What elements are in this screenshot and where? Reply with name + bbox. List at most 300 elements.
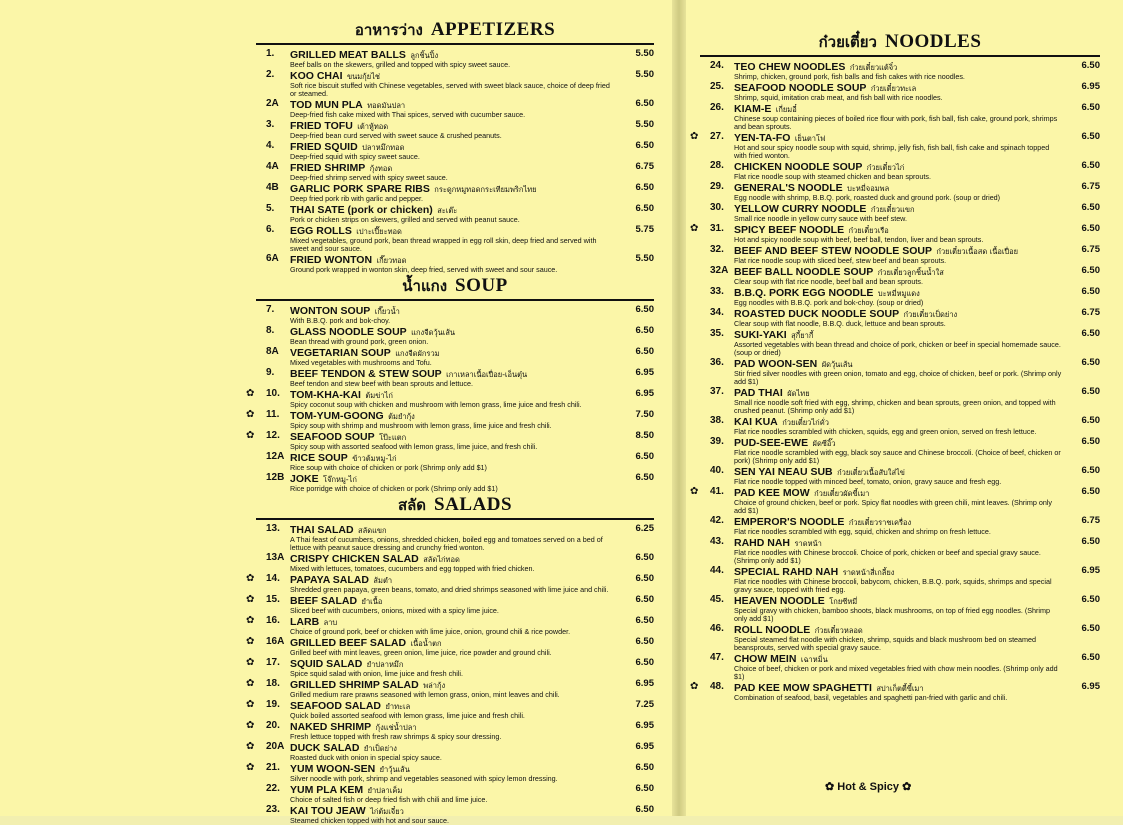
menu-item	[256, 98, 654, 119]
menu-item	[246, 615, 654, 636]
item-description: Flat rice noodle soup with steamed chicken and bean sprouts.	[734, 172, 931, 181]
item-name: SEAFOOD NOODLE SOUP	[734, 82, 867, 94]
soup-section	[246, 274, 654, 493]
menu-item	[700, 328, 1100, 357]
item-price: 6.50	[1081, 286, 1100, 297]
menu-item	[246, 409, 654, 430]
item-name: CHOW MEIN	[734, 653, 797, 665]
spicy-star-icon: ✿	[825, 781, 835, 793]
item-name: JOKE	[290, 473, 319, 485]
item-description: Flat rice noodle soup with sliced beef, stew beef and bean sprouts.	[734, 256, 947, 265]
item-number: 42.	[710, 515, 724, 526]
spicy-star-icon: ✿	[246, 699, 255, 710]
item-number: 24.	[710, 60, 724, 71]
item-price: 6.50	[1081, 357, 1100, 368]
menu-item	[256, 69, 654, 98]
menu-item	[246, 720, 654, 741]
item-number: 13.	[266, 523, 280, 534]
menu-item	[256, 451, 654, 472]
item-number: 17.	[266, 657, 280, 668]
item-price: 6.95	[635, 367, 654, 378]
item-description: Spicy soup with assorted seafood with lemon grass, lime juice, and fresh chili.	[290, 442, 538, 451]
item-thai-name: ยำเป็ดย่าง	[363, 744, 397, 753]
item-description: Deep fried pork rib with garlic and pepper.	[290, 194, 424, 203]
item-price: 6.50	[1081, 265, 1100, 276]
item-name: GENERAL'S NOODLE	[734, 182, 843, 194]
item-thai-name: ก๋วยเตี๋ยวไก่คั่ว	[782, 418, 829, 427]
item-number: 32A	[710, 265, 729, 276]
noodles-header	[700, 30, 1100, 57]
item-number: 30.	[710, 202, 724, 213]
item-name: TEO CHEW NOODLES	[734, 61, 846, 73]
item-name: ROLL NOODLE	[734, 624, 811, 636]
item-description: Small rice noodle soft fried with egg, shrimp, chicken and bean sprouts, green onion, and topped with crushed peanut. (Shrimp only add $1)	[734, 398, 1056, 415]
item-description: Special steamed flat noodle with chicken, shrimp, squids and black mushroom bed on steamed beansprouts, served with special gravy sauce.	[734, 635, 1037, 652]
menu-item	[256, 552, 654, 573]
item-name: PAD KEE MOW SPAGHETTI	[734, 682, 872, 694]
item-name: LARB	[290, 616, 320, 628]
item-number: 47.	[710, 652, 724, 663]
item-price: 6.50	[635, 594, 654, 605]
item-number: 26.	[710, 102, 724, 113]
item-name: KAI TOU JEAW	[290, 805, 366, 817]
spicy-star-icon: ✿	[246, 720, 255, 731]
menu-item	[690, 681, 1100, 702]
menu-item	[256, 161, 654, 182]
item-name: NAKED SHRIMP	[290, 721, 372, 733]
menu-item	[700, 594, 1100, 623]
item-thai-name: เกี๊ยวน้ำ	[374, 307, 400, 316]
item-thai-name: เฉาหมิ่น	[800, 655, 828, 664]
menu-item	[700, 565, 1100, 594]
item-price: 6.50	[1081, 160, 1100, 171]
item-price: 6.50	[1081, 60, 1100, 71]
item-thai-name: เกี่ยมอี๋	[775, 105, 797, 114]
item-description: Bean thread with ground pork, green onion.	[290, 337, 429, 346]
item-thai-name: ก๋วยเตี๋ยวทะเล	[870, 84, 917, 93]
item-price: 6.50	[1081, 415, 1100, 426]
item-description: Choice of ground pork, beef or chicken with lime juice, onion, ground chili & rice powder.	[290, 627, 571, 636]
item-number: 18.	[266, 678, 280, 689]
menu-item	[246, 573, 654, 594]
item-thai-name: สปาเก็ตตี้ขี้เมา	[876, 684, 924, 693]
item-name: KIAM-E	[734, 103, 772, 115]
item-name: YUM PLA KEM	[290, 784, 364, 796]
item-description: Special gravy with chicken, bamboo shoots, black mushrooms, on top of fried egg noodles. (Shrimp only add $1)	[734, 606, 1051, 623]
item-thai-name: ยำวุ้นเส้น	[379, 765, 410, 774]
item-thai-name: พล่ากุ้ง	[423, 681, 446, 690]
item-thai-name: กุ้งทอด	[369, 164, 393, 173]
menu-item	[690, 486, 1100, 515]
item-number: 35.	[710, 328, 724, 339]
item-price: 6.50	[635, 783, 654, 794]
item-description: Clear soup with flat noodle, B.B.Q. duck, lettuce and bean sprouts.	[734, 319, 946, 328]
spicy-star-icon: ✿	[246, 594, 255, 605]
item-number: 15.	[266, 594, 280, 605]
menu-item	[700, 181, 1100, 202]
page-gutter	[672, 0, 686, 816]
item-number: 12A	[266, 451, 285, 462]
item-name: CRISPY CHICKEN SALAD	[290, 553, 419, 565]
item-name: TOM-YUM-GOONG	[290, 410, 384, 422]
item-name: HEAVEN NOODLE	[734, 595, 825, 607]
item-number: 33.	[710, 286, 724, 297]
item-price: 6.50	[635, 636, 654, 647]
item-thai-name: ผัดวุ้นเส้น	[821, 360, 853, 369]
item-thai-name: ยำเนื้อ	[361, 597, 383, 606]
item-name: VEGETARIAN SOUP	[290, 347, 391, 359]
item-thai-name: ยำปลาหมึก	[366, 660, 404, 669]
item-name: PUD-SEE-EWE	[734, 437, 809, 449]
appetizers-title: APPETIZERS	[430, 19, 556, 40]
item-name: RICE SOUP	[290, 452, 348, 464]
item-description: Spice squid salad with onion, lime juice and fresh chili.	[290, 669, 463, 678]
item-price: 6.50	[635, 552, 654, 563]
item-name: FRIED WONTON	[290, 254, 373, 266]
item-price: 7.25	[635, 699, 654, 710]
item-price: 6.50	[1081, 536, 1100, 547]
item-name: TOM-KHA-KAI	[290, 389, 361, 401]
item-thai-name: ก๋วยเตี๋ยวผัดขี้เมา	[814, 489, 870, 498]
item-thai-name: ต้มยำกุ้ง	[388, 412, 415, 421]
item-name: GRILLED MEAT BALLS	[290, 49, 406, 61]
menu-item	[246, 762, 654, 783]
item-price: 6.50	[635, 182, 654, 193]
item-price: 6.50	[635, 804, 654, 815]
item-price: 6.95	[635, 388, 654, 399]
item-description: Silver noodle with pork, shrimp and vegetables seasoned with spicy lemon dressing.	[290, 774, 558, 783]
item-number: 12.	[266, 430, 280, 441]
item-description: Quick boiled assorted seafood with lemon grass, lime juice and fresh chili.	[290, 711, 525, 720]
item-thai-name: ก๋วยเตี๋ยวเนื้อสด เนื้อเปื่อย	[936, 247, 1019, 256]
item-description: Flat rice noodle scrambled with egg, black soy sauce and Chinese broccoli. (Choice of beef, chicken or pork) (Shrimp only add $1)	[734, 448, 1061, 465]
menu-item	[690, 223, 1100, 244]
item-name: B.B.Q. PORK EGG NOODLE	[734, 287, 874, 299]
spicy-star-icon: ✿	[246, 409, 255, 420]
item-number: 23.	[266, 804, 280, 815]
item-price: 6.50	[635, 615, 654, 626]
item-price: 6.50	[1081, 465, 1100, 476]
spicy-star-icon: ✿	[246, 678, 255, 689]
menu-item	[246, 699, 654, 720]
item-number: 5.	[266, 203, 275, 214]
salads-section	[246, 493, 654, 825]
item-number: 16A	[266, 636, 285, 647]
item-number: 7.	[266, 304, 275, 315]
item-price: 6.50	[635, 472, 654, 483]
item-name: THAI SALAD	[290, 524, 354, 536]
item-price: 6.95	[635, 741, 654, 752]
item-description: Choice of ground chicken, beef or pork. Spicy flat noodles with green chili, mint leaves. (Shrimp only add $1)	[734, 498, 1053, 515]
menu-item	[256, 367, 654, 388]
item-name: CHICKEN NOODLE SOUP	[734, 161, 863, 173]
item-description: Grilled medium rare prawns seasoned with lemon grass, onion, mint leaves and chili.	[290, 690, 560, 699]
item-number: 39.	[710, 436, 724, 447]
item-description: Chinese soup containing pieces of boiled rice flour with pork, fish ball, fish cake, ground pork, shrimps and bean sprouts.	[734, 114, 1058, 131]
item-thai-name: โกยซีหมี่	[829, 597, 858, 606]
item-name: GRILLED SHRIMP SALAD	[290, 679, 419, 691]
menu-item	[700, 386, 1100, 415]
item-number: 29.	[710, 181, 724, 192]
item-price: 6.25	[635, 523, 654, 534]
item-description: Egg noodle with shrimp, B.B.Q. pork, roasted duck and ground pork. (soup or dried)	[734, 193, 1001, 202]
item-name: SPICY BEEF NOODLE	[734, 224, 845, 236]
menu-item	[256, 48, 654, 69]
item-number: 4A	[266, 161, 279, 172]
right-column	[690, 30, 1100, 702]
item-number: 2.	[266, 69, 275, 80]
item-description: Rice soup with choice of chicken or pork (Shrimp only add $1)	[290, 463, 487, 472]
menu-item	[256, 224, 654, 253]
item-price: 6.95	[1081, 681, 1100, 692]
item-price: 6.50	[635, 325, 654, 336]
item-price: 6.50	[635, 657, 654, 668]
spicy-star-icon: ✿	[902, 781, 912, 793]
item-price: 7.50	[635, 409, 654, 420]
item-number: 21.	[266, 762, 280, 773]
item-thai-name: แกงจืดวุ้นเส้น	[411, 328, 456, 337]
spicy-star-icon: ✿	[690, 131, 699, 142]
item-number: 32.	[710, 244, 724, 255]
item-name: GARLIC PORK SPARE RIBS	[290, 183, 430, 195]
menu-item	[256, 253, 654, 274]
item-number: 41.	[710, 486, 724, 497]
item-price: 8.50	[635, 430, 654, 441]
menu-item	[700, 265, 1100, 286]
item-thai-name: บะหมี่จอมพล	[847, 184, 890, 193]
noodles-title: NOODLES	[884, 31, 982, 52]
item-thai-name: กุ้งแช่น้ำปลา	[375, 723, 417, 732]
item-description: Assorted vegetables with bean thread and choice of pork, chicken or beef in special homemade sauce. (soup or dried)	[734, 340, 1061, 357]
item-thai-name: ข้าวต้มหมู-ไก่	[352, 454, 397, 463]
item-description: Mixed with lettuces, tomatoes, cucumbers and egg topped with fried chicken.	[290, 564, 535, 573]
item-name: SQUID SALAD	[290, 658, 363, 670]
item-thai-name: ต้มข่าไก่	[365, 391, 393, 400]
item-price: 6.50	[635, 98, 654, 109]
item-price: 6.50	[1081, 594, 1100, 605]
item-number: 8.	[266, 325, 275, 336]
item-name: YEN-TA-FO	[734, 132, 791, 144]
item-price: 6.50	[635, 304, 654, 315]
item-name: DUCK SALAD	[290, 742, 360, 754]
item-price: 6.75	[1081, 181, 1100, 192]
item-description: Mixed vegetables, ground pork, bean thread wrapped in egg roll skin, deep fried and served with sweet and sour sauce.	[290, 236, 597, 253]
item-description: Flat rice noodles with Chinese broccoli. Choice of pork, chicken or beef and special gravy sauce. (Shrimp only add $1)	[734, 548, 1041, 565]
menu-item	[700, 244, 1100, 265]
menu-item	[256, 140, 654, 161]
menu-item	[256, 783, 654, 804]
left-column	[246, 18, 654, 825]
item-thai-name: เย็นตาโฟ	[794, 134, 826, 143]
item-description: Choice of beef, chicken or pork and mixed vegetables fried with chow mein noodles. (Shrimp only add $1)	[734, 664, 1058, 681]
spicy-star-icon: ✿	[690, 223, 699, 234]
item-price: 6.50	[635, 140, 654, 151]
item-name: FRIED SHRIMP	[290, 162, 366, 174]
item-thai-name: สลัดไก่ทอด	[423, 555, 460, 564]
item-description: Spicy soup with shrimp and mushroom with lemon grass, lime juice and fresh chili.	[290, 421, 552, 430]
spicy-star-icon: ✿	[246, 573, 255, 584]
menu-item	[246, 657, 654, 678]
noodles-list	[690, 60, 1100, 702]
menu-item	[700, 536, 1100, 565]
item-thai-name: ก๋วยเตี๋ยวลูกชิ้นน้ำใส	[877, 268, 944, 277]
item-price: 6.95	[635, 720, 654, 731]
spicy-star-icon: ✿	[246, 388, 255, 399]
item-price: 6.75	[1081, 244, 1100, 255]
menu-item	[700, 465, 1100, 486]
menu-item	[256, 346, 654, 367]
appetizers-thai-title: อาหารว่าง	[354, 21, 423, 39]
menu-item	[256, 182, 654, 203]
menu-item	[256, 304, 654, 325]
item-description: Spicy coconut soup with chicken and mushroom with lemon grass, lime juice and fresh chili.	[290, 400, 582, 409]
item-description: Steamed chicken topped with hot and sour sauce.	[290, 816, 450, 825]
item-number: 4.	[266, 140, 275, 151]
item-name: SEAFOOD SALAD	[290, 700, 382, 712]
item-number: 20A	[266, 741, 285, 752]
item-description: Hot and sour spicy noodle soup with squid, shrimp, jelly fish, fish ball, fish cake and spinach topped with fried wonton.	[734, 143, 1050, 160]
menu-item	[246, 678, 654, 699]
item-price: 6.50	[1081, 436, 1100, 447]
menu-item	[256, 119, 654, 140]
menu-item	[246, 388, 654, 409]
item-price: 6.50	[635, 203, 654, 214]
item-number: 27.	[710, 131, 724, 142]
item-description: A Thai feast of cucumbers, onions, shredded chicken, boiled egg and tomatoes served on a bed of lettuce with peanut sauce dressing and crunchy fried wonton.	[290, 535, 603, 552]
spicy-star-icon: ✿	[246, 636, 255, 647]
item-description: Deep-fried squid with spicy sweet sauce.	[290, 152, 420, 161]
item-name: FRIED TOFU	[290, 120, 353, 132]
item-thai-name: ก๋วยเตี๋ยวราชเครื่อง	[848, 518, 912, 527]
item-number: 38.	[710, 415, 724, 426]
item-number: 6.	[266, 224, 275, 235]
menu-item	[246, 741, 654, 762]
item-name: SEN YAI NEAU SUB	[734, 466, 833, 478]
item-description: Fresh lettuce topped with fresh raw shrimps & spicy sour dressing.	[290, 732, 502, 741]
item-description: Shredded green papaya, green beans, tomato, and dried shrimps seasoned with lime juice and chili.	[290, 585, 609, 594]
appetizers-list	[256, 48, 654, 274]
item-price: 6.95	[635, 678, 654, 689]
item-thai-name: ก๋วยเตี๋ยวหลอด	[814, 626, 863, 635]
item-price: 6.50	[635, 762, 654, 773]
item-thai-name: ทอดมันปลา	[367, 101, 406, 110]
item-description: Rice porridge with choice of chicken or pork (Shrimp only add $1)	[290, 484, 498, 493]
menu-item	[700, 307, 1100, 328]
spicy-star-icon: ✿	[246, 657, 255, 668]
item-number: 19.	[266, 699, 280, 710]
menu-item	[700, 202, 1100, 223]
item-thai-name: โจ๊กหมู-ไก่	[323, 475, 357, 484]
item-price: 6.75	[1081, 515, 1100, 526]
item-thai-name: กระดูกหมูทอดกระเทียมพริกไทย	[434, 185, 537, 194]
item-name: GLASS NOODLE SOUP	[290, 326, 407, 338]
item-number: 45.	[710, 594, 724, 605]
item-thai-name: บะหมี่หมูแดง	[877, 289, 920, 298]
item-number: 10.	[266, 388, 280, 399]
item-description: Roasted duck with onion in special spicy sauce.	[290, 753, 442, 762]
menu-item	[256, 203, 654, 224]
item-name: YUM WOON-SEN	[290, 763, 376, 775]
noodles-section	[690, 30, 1100, 702]
menu-item	[690, 131, 1100, 160]
item-description: With B.B.Q. pork and bok-choy.	[290, 316, 391, 325]
item-number: 36.	[710, 357, 724, 368]
salads-header	[256, 493, 654, 520]
item-description: Beef balls on the skewers, grilled and topped with spicy sweet sauce.	[290, 60, 511, 69]
item-number: 9.	[266, 367, 275, 378]
soup-list	[246, 304, 654, 493]
menu-item	[256, 523, 654, 552]
item-description: Deep-fried bean curd served with sweet sauce & crushed peanuts.	[290, 131, 502, 140]
item-name: RAHD NAH	[734, 537, 790, 549]
menu-item	[700, 286, 1100, 307]
item-description: Flat rice noodles scrambled with chicken, squids, egg and green onion, served on fresh lettuce.	[734, 427, 1037, 436]
salads-thai-title: สลัด	[397, 496, 427, 514]
item-number: 31.	[710, 223, 724, 234]
item-thai-name: ลูกชิ้นปิ้ง	[410, 51, 439, 60]
spicy-star-icon: ✿	[246, 430, 255, 441]
item-description: Clear soup with flat rice noodle, beef ball and bean sprouts.	[734, 277, 923, 286]
item-number: 11.	[266, 409, 280, 420]
item-name: BEEF AND BEEF STEW NOODLE SOUP	[734, 245, 932, 257]
item-price: 5.50	[635, 119, 654, 130]
item-number: 43.	[710, 536, 724, 547]
menu-item	[246, 594, 654, 615]
item-price: 6.50	[1081, 202, 1100, 213]
appetizers-section	[256, 18, 654, 274]
item-thai-name: เต้าหู้ทอด	[357, 122, 389, 131]
item-number: 22.	[266, 783, 280, 794]
item-name: SPECIAL RAHD NAH	[734, 566, 839, 578]
item-thai-name: เกาเหลาเนื้อเปื่อย-เอ็นตุ๋น	[446, 370, 528, 379]
item-price: 6.50	[635, 451, 654, 462]
item-name: THAI SATE (pork or chicken)	[290, 204, 433, 216]
menu-item	[700, 515, 1100, 536]
item-thai-name: ก๋วยเตี๋ยวไก่	[866, 163, 905, 172]
item-thai-name: ยำทะเล	[385, 702, 411, 711]
menu-item	[256, 325, 654, 346]
item-price: 6.95	[1081, 565, 1100, 576]
item-description: Flat rice noodles with Chinese broccoli, babycom, chicken, B.B.Q. pork, squids, shrimps and special gravy sauce, topped with fried egg.	[734, 577, 1052, 594]
item-name: YELLOW CURRY NOODLE	[734, 203, 867, 215]
item-thai-name: ยำปลาเค็ม	[367, 786, 403, 795]
item-price: 6.95	[1081, 81, 1100, 92]
item-number: 1.	[266, 48, 275, 59]
item-number: 12B	[266, 472, 285, 483]
salads-title: SALADS	[434, 494, 513, 515]
item-name: PAD THAI	[734, 387, 783, 399]
item-description: Pork or chicken strips on skewers, grilled and served with peanut sauce.	[290, 215, 520, 224]
menu-item	[700, 436, 1100, 465]
item-name: PAPAYA SALAD	[290, 574, 369, 586]
appetizers-header	[256, 18, 654, 45]
item-price: 6.50	[635, 346, 654, 357]
item-description: Soft rice biscuit stuffed with Chinese vegetables, served with sweet black sauce, choice of deep fried or steamed.	[290, 81, 610, 98]
item-description: Mixed vegetables with mushrooms and Tofu.	[290, 358, 432, 367]
item-thai-name: ลาบ	[323, 618, 338, 627]
item-number: 20.	[266, 720, 280, 731]
item-number: 14.	[266, 573, 280, 584]
item-name: EMPEROR'S NOODLE	[734, 516, 845, 528]
item-thai-name: ผัดไทย	[787, 389, 810, 398]
item-name: SUKI-YAKI	[734, 329, 787, 341]
menu-item	[700, 357, 1100, 386]
menu-item	[700, 652, 1100, 681]
salads-list	[246, 523, 654, 825]
menu-item	[700, 102, 1100, 131]
item-description: Flat rice noodle topped with minced beef, tomato, onion, gravy sauce and fresh egg.	[734, 477, 1002, 486]
item-description: Deep-fried fish cake mixed with Thai spices, served with cucumber sauce.	[290, 110, 526, 119]
